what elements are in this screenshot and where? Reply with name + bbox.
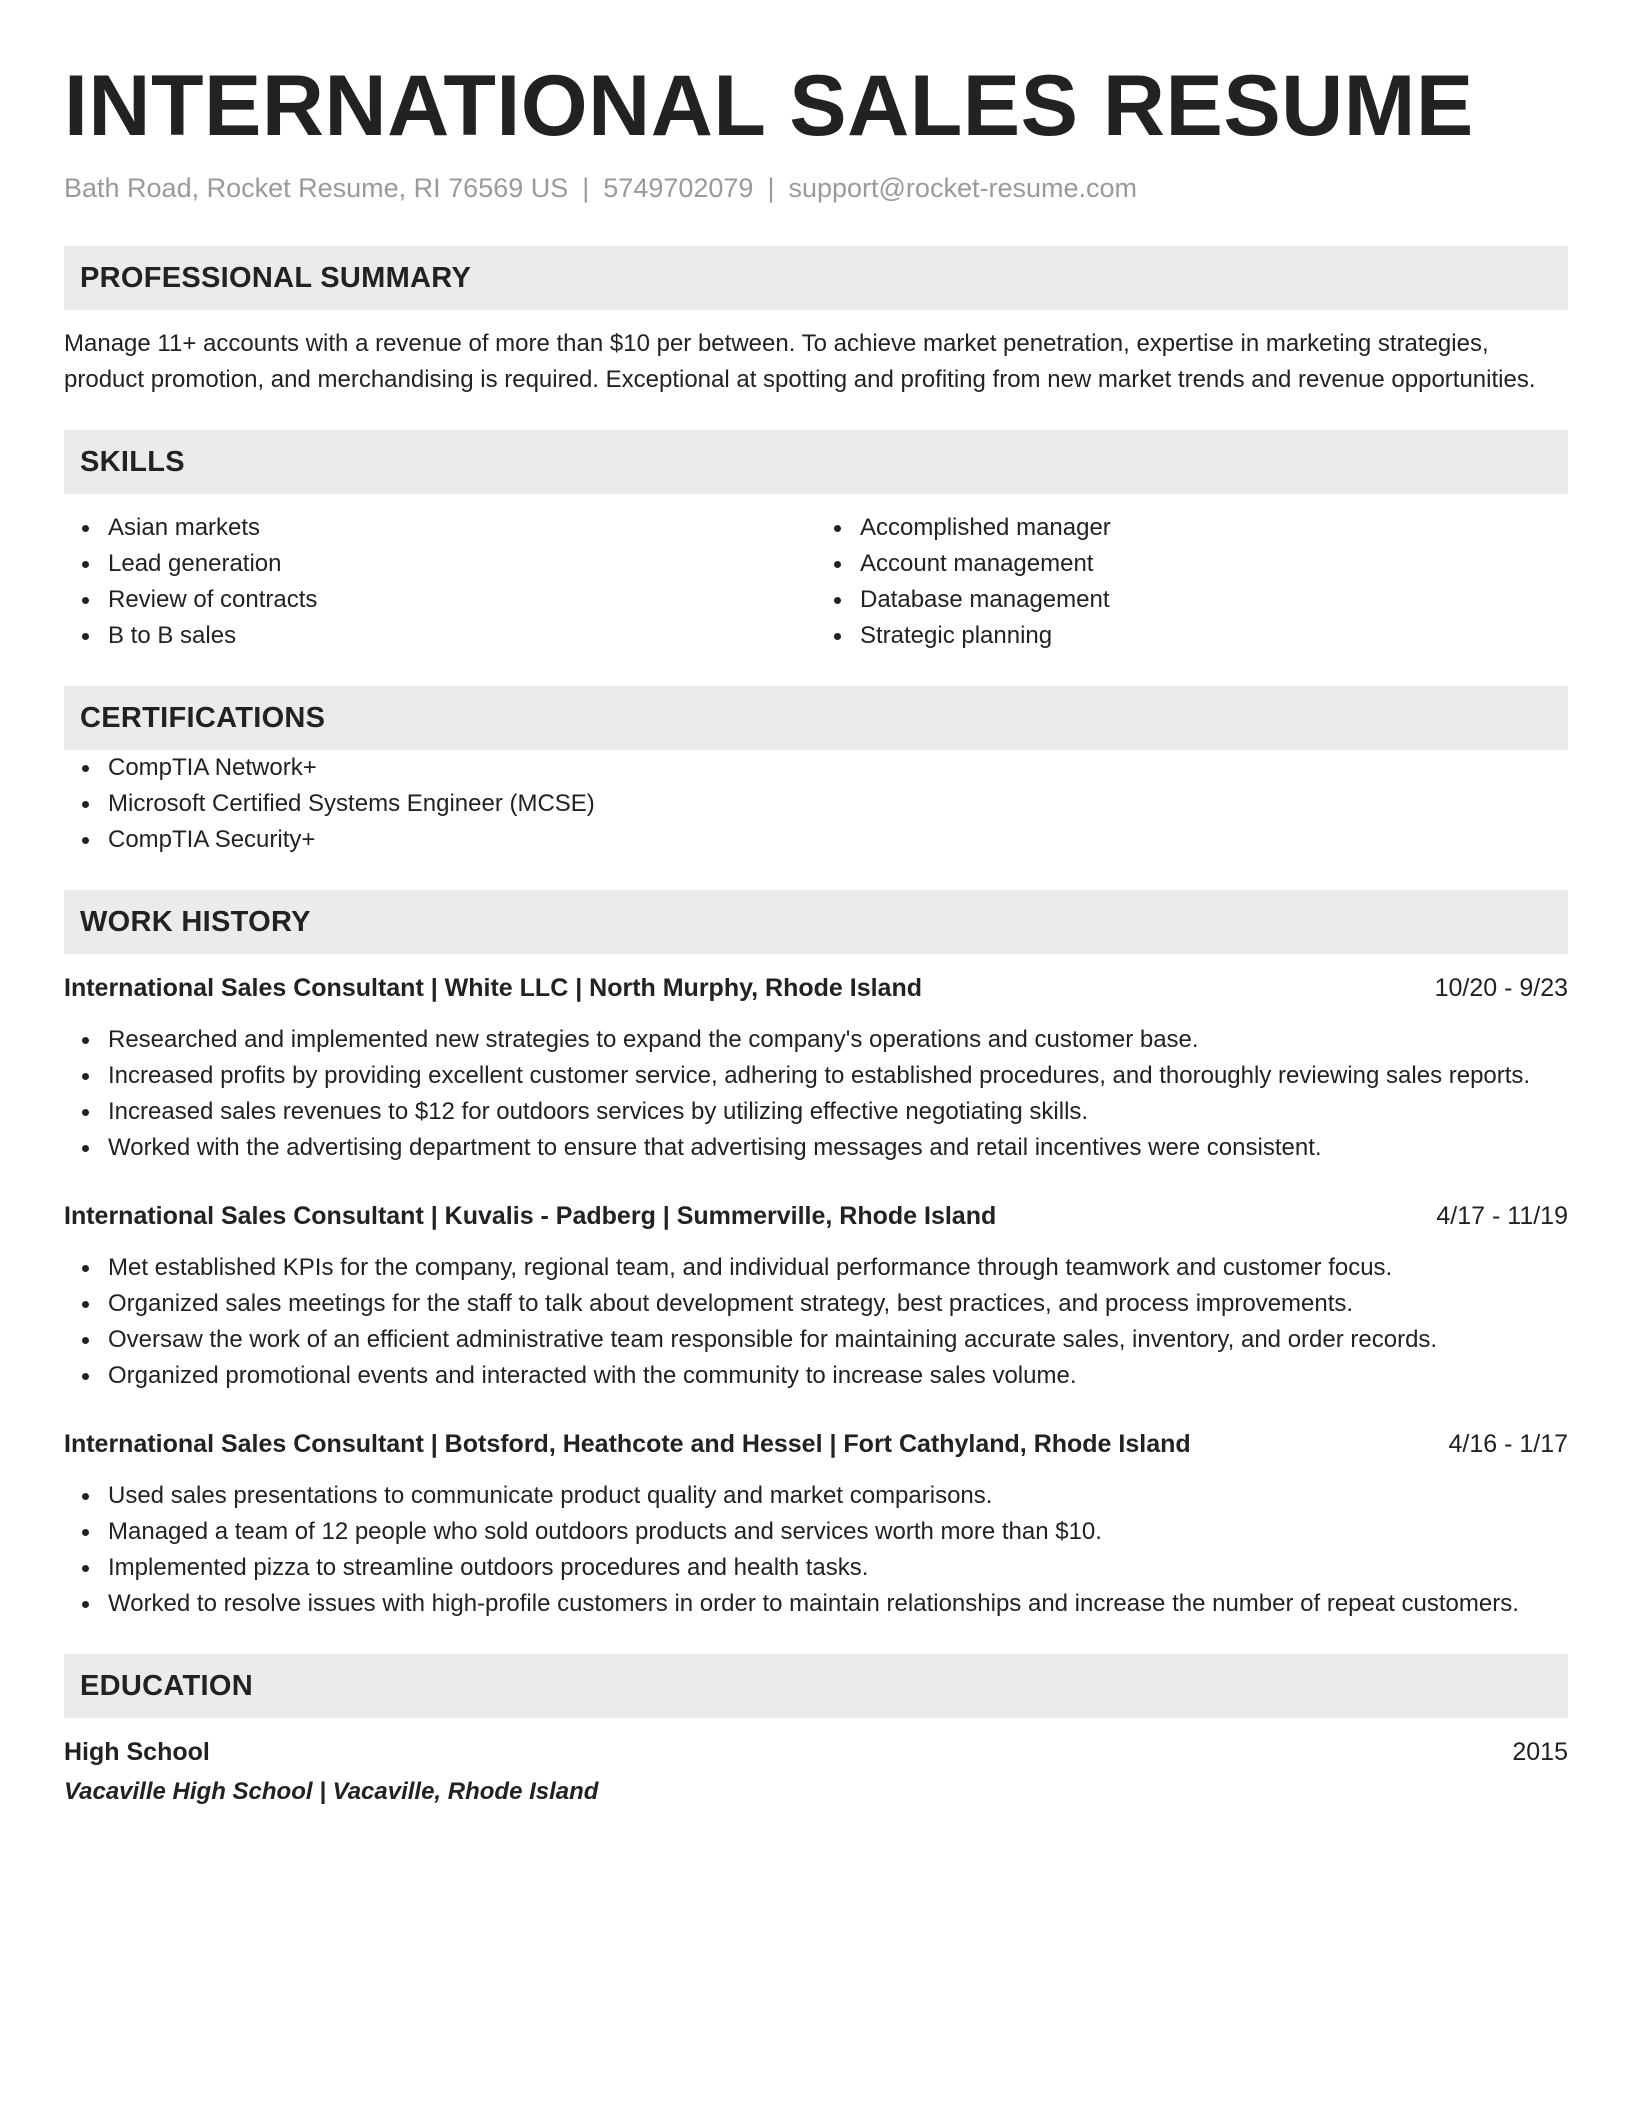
summary-text: Manage 11+ accounts with a revenue of more than $10 per between. To achieve market penetration, expertise in marketing strategies, product promotion, and merchandising is required. Exceptional at spotting and profiting from new market trends and revenue opportunities. [64,330,1536,393]
job-title: International Sales Consultant | White LLC | North Murphy, Rhode Island [64,974,922,1002]
certifications-list [64,750,1568,858]
job-title: International Sales Consultant | Botsford, Heathcote and Hessel | Fort Cathyland, Rhode Island [64,1430,1191,1458]
skill-item: Strategic planning [860,618,1568,654]
skill-item: Asian markets [108,510,816,546]
contact-address: Bath Road, Rocket Resume, RI 76569 US [64,173,569,203]
job-bullet: Increased profits by providing excellent customer service, adhering to established procedures, and thoroughly reviewing sales reports. [108,1058,1568,1094]
job-dates: 4/17 - 11/19 [1436,1202,1568,1230]
job-header [64,1426,1568,1462]
job-bullet: Implemented pizza to streamline outdoors procedures and health tasks. [108,1550,1568,1586]
job-bullet: Researched and implemented new strategies to expand the company's operations and customer base. [108,1022,1568,1058]
job-bullet: Oversaw the work of an efficient administrative team responsible for maintaining accurate sales, inventory, and order records. [108,1322,1568,1358]
job-bullet: Met established KPIs for the company, regional team, and individual performance through teamwork and customer focus. [108,1250,1568,1286]
skill-item: Accomplished manager [860,510,1568,546]
resume-title: INTERNATIONAL SALES RESUME [64,58,1474,154]
job-dates: 10/20 - 9/23 [1434,974,1568,1002]
job-bullets [64,1022,1568,1166]
skill-item: Lead generation [108,546,816,582]
education-year: 2015 [1512,1738,1568,1766]
section-heading-summary: PROFESSIONAL SUMMARY [64,246,1568,310]
job-header [64,970,1568,1006]
skill-item: Account management [860,546,1568,582]
skill-item: Review of contracts [108,582,816,618]
job-dates: 4/16 - 1/17 [1448,1430,1568,1458]
job-bullets [64,1250,1568,1394]
job-header [64,1198,1568,1234]
skill-item: B to B sales [108,618,816,654]
education-degree: High School [64,1738,210,1766]
section-heading-skills: SKILLS [64,430,1568,494]
job-bullet: Worked to resolve issues with high-profile customers in order to maintain relationships and increase the number of repeat customers. [108,1586,1568,1622]
section-heading-work-history: WORK HISTORY [64,890,1568,954]
job-bullet: Increased sales revenues to $12 for outdoors services by utilizing effective negotiating skills. [108,1094,1568,1130]
skill-item: Database management [860,582,1568,618]
section-heading-education: EDUCATION [64,1654,1568,1718]
job-entry [64,1198,1568,1394]
certification-item: CompTIA Security+ [108,822,1568,858]
job-bullet: Organized sales meetings for the staff to talk about development strategy, best practices, and process improvements. [108,1286,1568,1322]
education-header [64,1734,1568,1770]
skills-column-right [816,510,1568,654]
education-entry [64,1734,1568,1810]
job-bullets [64,1478,1568,1622]
certification-item: Microsoft Certified Systems Engineer (MCSE) [108,786,1568,822]
job-bullet: Used sales presentations to communicate product quality and market comparisons. [108,1478,1568,1514]
job-entry [64,1426,1568,1622]
job-title: International Sales Consultant | Kuvalis - Padberg | Summerville, Rhode Island [64,1202,997,1230]
contact-line [64,170,1568,206]
section-heading-certifications: CERTIFICATIONS [64,686,1568,750]
job-entry [64,970,1568,1166]
job-bullet: Worked with the advertising department to ensure that advertising messages and retail incentives were consistent. [108,1130,1568,1166]
contact-separator: | [582,173,590,203]
contact-phone: 5749702079 [603,173,754,203]
education-school: Vacaville High School | Vacaville, Rhode Island [64,1778,599,1805]
certification-item: CompTIA Network+ [108,750,1568,786]
contact-email: support@rocket-resume.com [788,173,1137,203]
skills-column-left [64,510,816,654]
skills-list [64,510,1568,654]
job-bullet: Organized promotional events and interacted with the community to increase sales volume. [108,1358,1568,1394]
job-bullet: Managed a team of 12 people who sold outdoors products and services worth more than $10. [108,1514,1568,1550]
contact-separator: | [767,173,775,203]
